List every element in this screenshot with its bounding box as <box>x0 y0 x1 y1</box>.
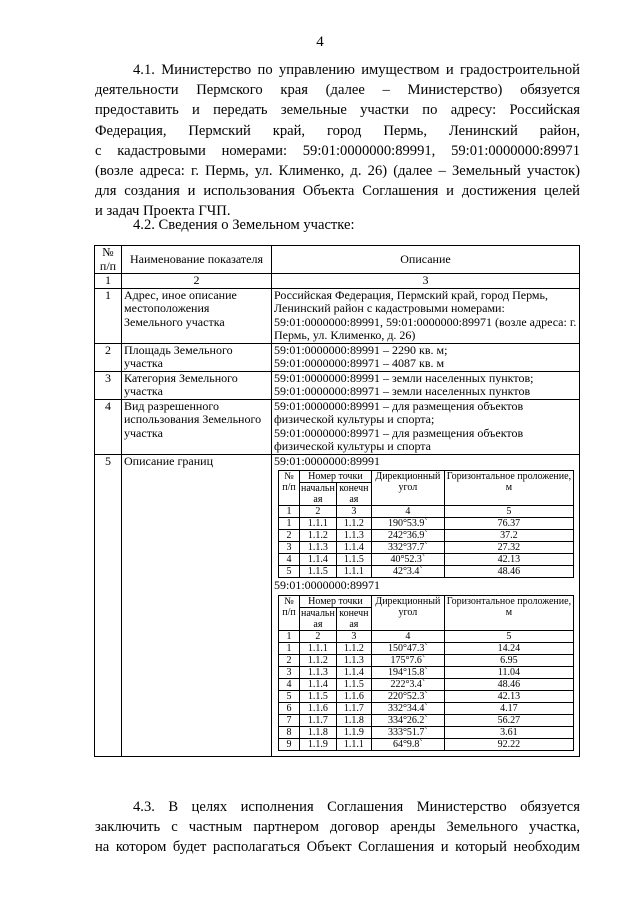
table-row <box>95 343 580 371</box>
table-cell: 1.1.4 <box>300 678 337 690</box>
row-number: 2 <box>95 343 122 371</box>
col-num: 3 <box>272 274 580 289</box>
text-line: и задач Проекта ГЧП. <box>95 203 231 220</box>
table-row <box>279 726 574 738</box>
table-cell: 92.22 <box>444 738 573 750</box>
col-num: 2 <box>300 506 337 518</box>
table-cell: 42.13 <box>444 554 573 566</box>
col-num: 2 <box>122 274 272 289</box>
table-cell: 76.37 <box>444 518 573 530</box>
table-cell: 4.17 <box>444 702 573 714</box>
col-num: 4 <box>371 630 444 642</box>
table-cell: 5 <box>279 566 300 578</box>
table-cell: 1.1.1 <box>336 566 371 578</box>
table-cell: 1.1.5 <box>336 678 371 690</box>
table-cell: 42.13 <box>444 690 573 702</box>
table-cell: 27.32 <box>444 542 573 554</box>
table-cell: 333°51.7` <box>371 726 444 738</box>
table-row <box>95 288 580 343</box>
table-cell: 7 <box>279 714 300 726</box>
table-cell: 48.46 <box>444 566 573 578</box>
table-row <box>279 530 574 542</box>
desc-line: 59:01:0000000:89991 – 2290 кв. м; <box>274 342 448 357</box>
table-cell: 3 <box>279 542 300 554</box>
table-cell: 14.24 <box>444 642 573 654</box>
table-cell: 1.1.8 <box>300 726 337 738</box>
col-num: 2 <box>300 630 337 642</box>
table-row <box>279 654 574 666</box>
table-cell: 332°37.7` <box>371 542 444 554</box>
table-row <box>279 738 574 750</box>
table-row <box>279 690 574 702</box>
table-cell: 190°53.9` <box>371 518 444 530</box>
table-cell: 332°34.4` <box>371 702 444 714</box>
paragraph-4-1 <box>95 60 580 222</box>
table-cell: 1.1.7 <box>336 702 371 714</box>
table-cell: 150°47.3` <box>371 642 444 654</box>
table-cell: 1.1.9 <box>336 726 371 738</box>
text-line: деятельности Пермского края (далее – Министерство) обязуется <box>95 82 580 99</box>
land-plot-table <box>94 245 580 757</box>
header-angle: Дирекционный угол <box>371 595 444 630</box>
table-cell: 56.27 <box>444 714 573 726</box>
table-cell: 6.95 <box>444 654 573 666</box>
table-cell: 5 <box>279 690 300 702</box>
table-row <box>95 454 580 756</box>
table-row <box>279 666 574 678</box>
table-cell: 1.1.4 <box>336 666 371 678</box>
boundary-colnum-row <box>279 630 574 642</box>
table-cell: 2 <box>279 530 300 542</box>
table-cell: 2 <box>279 654 300 666</box>
col-num: 5 <box>444 630 573 642</box>
table-cell: 175°7.6` <box>371 654 444 666</box>
table-cell: 1.1.1 <box>300 518 337 530</box>
text-line: с кадастровыми номерами: 59:01:0000000:89991, 59:01:0000000:89971 <box>95 142 580 159</box>
row-description: Российская Федерация, Пермский край, город Пермь, Ленинский район с кадастровыми номерами: 59:01:0000000:89991, 59:01:0000000:89971 (возле адреса: г. Пермь, ул. Клименко, д. 26) <box>272 288 580 343</box>
table-cell: 334°26.2` <box>371 714 444 726</box>
boundary-header-row <box>279 595 574 607</box>
desc-line: 59:01:0000000:89971 – земли населенных пунктов <box>274 384 531 398</box>
table-cell: 4 <box>279 678 300 690</box>
col-num: 3 <box>336 630 371 642</box>
table-cell: 194°15.8` <box>371 666 444 678</box>
header-end: конечн ая <box>336 483 371 506</box>
header-number: № п/п <box>95 246 122 274</box>
table-row <box>95 399 580 454</box>
text-line: предоставить и передать земельные участки по адресу: Российская <box>95 102 580 119</box>
header-start: начальн ая <box>301 483 335 505</box>
table-cell: 222°3.4` <box>371 678 444 690</box>
table-cell: 8 <box>279 726 300 738</box>
header-point: Номер точки <box>300 471 372 483</box>
row-number: 4 <box>95 399 122 454</box>
row-name: Описание границ <box>122 454 272 756</box>
text-line: Федерация, Пермский край, город Пермь, Ленинский район, <box>95 122 580 139</box>
table-cell: 220°52.3` <box>371 690 444 702</box>
table-cell: 242°36.9` <box>371 530 444 542</box>
desc-line: 59:01:0000000:89991 – земли населенных пунктов; <box>274 370 534 385</box>
row-number: 5 <box>95 454 122 756</box>
table-row <box>279 714 574 726</box>
row-name: Вид разрешенного использования Земельного участка <box>122 399 272 454</box>
header-number: № п/п <box>279 471 300 506</box>
header-point: Номер точки <box>300 595 372 607</box>
table-cell: 3.61 <box>444 726 573 738</box>
boundary-table <box>278 595 574 751</box>
col-num: 1 <box>279 630 300 642</box>
table-cell: 1.1.5 <box>300 566 337 578</box>
col-num: 5 <box>444 506 573 518</box>
table-row <box>279 702 574 714</box>
table-header-row <box>95 246 580 274</box>
table-cell: 3 <box>279 666 300 678</box>
header-distance: Горизонтальное проложение, м <box>444 595 573 630</box>
table-cell: 1.1.8 <box>336 714 371 726</box>
header-end: конечн ая <box>336 607 371 630</box>
desc-line: 59:01:0000000:89991 – для размещения объектов физической культуры и спорта; <box>274 398 524 426</box>
cadastral-number: 59:01:0000000:89971 <box>274 578 381 592</box>
table-cell: 1.1.3 <box>300 666 337 678</box>
table-row <box>279 554 574 566</box>
row-description <box>272 343 580 371</box>
table-cell: 1.1.5 <box>336 554 371 566</box>
paragraph-4-3 <box>95 797 580 858</box>
table-cell: 1.1.2 <box>300 530 337 542</box>
table-row <box>279 566 574 578</box>
table-cell: 1.1.4 <box>300 554 337 566</box>
row-number: 3 <box>95 371 122 399</box>
table-cell: 11.04 <box>444 666 573 678</box>
table-cell: 9 <box>279 738 300 750</box>
table-cell: 48.46 <box>444 678 573 690</box>
col-num: 3 <box>336 506 371 518</box>
col-num: 1 <box>95 274 122 289</box>
table-cell: 1.1.2 <box>336 642 371 654</box>
col-num: 4 <box>371 506 444 518</box>
table-cell: 64°9.8` <box>371 738 444 750</box>
row-name: Площадь Земельного участка <box>122 343 272 371</box>
table-row <box>279 518 574 530</box>
header-angle: Дирекционный угол <box>371 471 444 506</box>
table-cell: 1.1.1 <box>336 738 371 750</box>
table-cell: 1.1.9 <box>300 738 337 750</box>
table-cell: 1.1.1 <box>300 642 337 654</box>
col-num: 1 <box>279 506 300 518</box>
table-cell: 42°3.4` <box>371 566 444 578</box>
table-cell: 1.1.2 <box>336 518 371 530</box>
table-cell: 1.1.5 <box>300 690 337 702</box>
table-cell: 6 <box>279 702 300 714</box>
table-cell: 4 <box>279 554 300 566</box>
page-number: 4 <box>316 34 324 50</box>
table-cell: 1.1.2 <box>300 654 337 666</box>
row-description <box>272 399 580 454</box>
cadastral-number: 59:01:0000000:89991 <box>274 453 381 468</box>
boundary-blocks <box>274 455 577 751</box>
row-description <box>272 371 580 399</box>
table-row <box>279 678 574 690</box>
desc-line: 59:01:0000000:89971 – для размещения объектов физической культуры и спорта <box>274 425 524 453</box>
table-cell: 40°52.3` <box>371 554 444 566</box>
table-cell: 1.1.6 <box>336 690 371 702</box>
row-name: Адрес, иное описание местоположения Земельного участка <box>122 288 272 343</box>
header-start: начальн ая <box>301 607 335 630</box>
table-cell: 1 <box>279 518 300 530</box>
boundary-table <box>278 470 574 578</box>
table-cell: 1.1.7 <box>300 714 337 726</box>
table-cell: 37.2 <box>444 530 573 542</box>
boundary-description <box>272 454 580 756</box>
table-row <box>279 642 574 654</box>
text-line: для создания и использования Объекта Соглашения и достижения целей <box>95 183 580 200</box>
text-line: 4.3. В целях исполнения Соглашения Министерство обязуется <box>133 799 580 815</box>
table-cell: 1.1.3 <box>336 654 371 666</box>
table-cell: 1.1.3 <box>300 542 337 554</box>
paragraph-4-2: 4.2. Сведения о Земельном участке: <box>133 217 355 233</box>
table-cell: 1.1.4 <box>336 542 371 554</box>
text-line: на котором будет располагаться Объект Соглашения и который необходим <box>95 839 580 856</box>
header-name: Наименование показателя <box>122 246 272 274</box>
row-name: Категория Земельного участка <box>122 371 272 399</box>
text-line: (возле адреса: г. Пермь, ул. Клименко, д. 26) (далее – Земельный участок) <box>95 163 580 180</box>
header-distance: Горизонтальное проложение, м <box>444 471 573 506</box>
desc-line: 59:01:0000000:89971 – 4087 кв. м <box>274 356 445 370</box>
header-number: № п/п <box>279 595 300 630</box>
row-number: 1 <box>95 288 122 343</box>
text-line: 4.1. Министерство по управлению имуществом и градостроительной <box>133 62 580 78</box>
table-cell: 1.1.6 <box>300 702 337 714</box>
boundary-colnum-row <box>279 506 574 518</box>
table-cell: 1 <box>279 642 300 654</box>
column-number-row <box>95 274 580 289</box>
table-cell: 1.1.3 <box>336 530 371 542</box>
table-row <box>279 542 574 554</box>
table-row <box>95 371 580 399</box>
text-line: заключить с частным партнером договор аренды Земельного участка, <box>95 819 580 836</box>
boundary-header-row <box>279 471 574 483</box>
header-description: Описание <box>272 246 580 274</box>
